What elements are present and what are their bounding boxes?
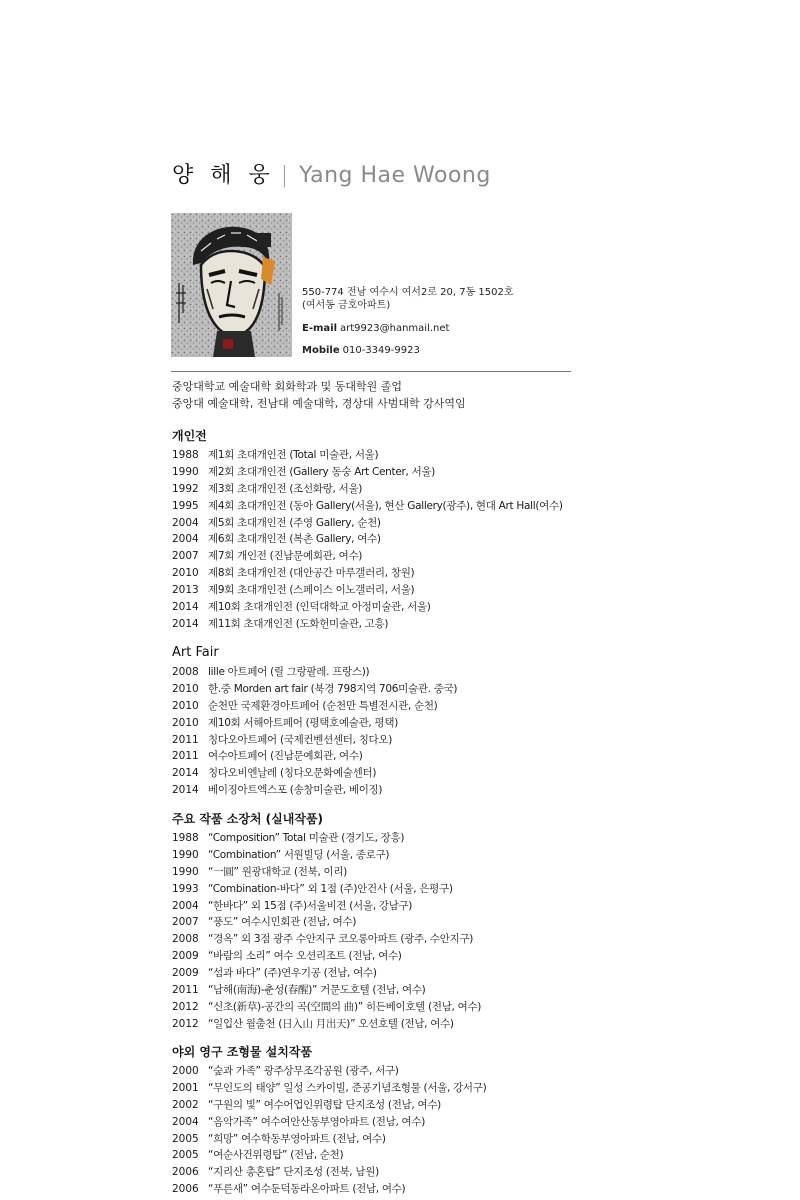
entry-text: 제8회 초대개인전 (대안공간 마루갤러리, 창원) (208, 567, 415, 580)
list-item (172, 1147, 486, 1164)
entry-year: 2007 (172, 916, 199, 929)
entry-text: 여수아트페어 (진남문예회관, 여수) (208, 750, 363, 763)
entry-text: “음악가족” 여수여안산동부영아파트 (전남, 여수) (208, 1115, 426, 1128)
list-item (172, 898, 481, 915)
entry-text: lille 아트페어 (릴 그랑팔레. 프랑스)) (208, 666, 370, 678)
list-item (172, 1063, 486, 1080)
entry-year: 2009 (172, 967, 199, 980)
entry-text: 제5회 초대개인전 (주영 Gallery, 순천) (208, 516, 381, 529)
entry-year: 2008 (172, 666, 199, 678)
entry-year: 1992 (172, 482, 199, 495)
entry-text: 제1회 초대개인전 (Total 미술관, 서울) (208, 449, 379, 461)
entry-year: 1990 (172, 848, 199, 861)
list-item (172, 1181, 486, 1198)
outdoor-works-section (172, 1043, 486, 1198)
entry-text: “일입산 월출천 (日入山 月出天)” 오션호텔 (전남, 여수) (208, 1017, 454, 1030)
entry-year: 2004 (172, 899, 199, 912)
list-item (172, 498, 563, 515)
entry-year: 1988 (172, 832, 199, 844)
entry-year: 2007 (172, 550, 199, 563)
entry-text: “남해(南海)-춘성(春醒)” 거문도호텔 (전남, 여수) (208, 984, 426, 997)
list-item (172, 664, 457, 681)
entry-text: “Combination” 서원빌딩 (서울, 종로구) (208, 848, 390, 861)
entry-text: 제6회 초대개인전 (복촌 Gallery, 여수) (208, 533, 381, 546)
entry-text: “무인도의 태양” 일성 스카이빌, 준공기념조형물 (서울, 강서구) (208, 1081, 487, 1094)
entry-text: “숲과 가족” 광주상무조각공원 (광주, 서구) (208, 1065, 399, 1077)
entry-year: 2014 (172, 617, 199, 630)
entry-year: 2006 (172, 1166, 199, 1179)
entry-text: 제9회 초대개인전 (스페이스 이노갤러리, 서울) (208, 584, 415, 597)
entry-text: 칭다오비엔날레 (칭다오문화예술센터) (208, 767, 377, 780)
entry-text: “Combination-바다” 외 1점 (주)안건사 (서울, 은평구) (208, 882, 453, 895)
section-title: Art Fair (172, 645, 219, 660)
list-item (172, 715, 457, 732)
entry-year: 1995 (172, 499, 199, 512)
entry-text: 제3회 초대개인전 (조선화랑, 서울) (208, 482, 363, 495)
name-english: Yang Hae Woong (299, 163, 491, 188)
entry-year: 2004 (172, 1115, 199, 1128)
entry-text: 제10회 초대개인전 (인덕대학교 아정미술관, 서울) (208, 601, 431, 614)
entry-year: 1990 (172, 865, 199, 878)
entry-year: 1993 (172, 882, 199, 895)
entry-list (172, 664, 457, 799)
divider (171, 371, 571, 372)
list-item (172, 765, 457, 782)
list-item (172, 782, 457, 799)
address-line-1: 550-774 전남 여수시 여서2로 20, 7동 1502호 (302, 287, 514, 298)
list-item (172, 864, 481, 881)
list-item (172, 447, 563, 464)
list-item (172, 948, 481, 965)
entry-year: 2008 (172, 933, 199, 946)
email-row (302, 322, 514, 335)
list-item (172, 847, 481, 864)
entry-text: 칭다오아트페어 (국제컨벤션센터, 칭다오) (208, 733, 393, 746)
list-item (172, 565, 563, 582)
entry-year: 2006 (172, 1183, 199, 1196)
list-item (172, 982, 481, 999)
entry-text: 순천만 국제환경아트페어 (순천만 특별전시관, 순천) (208, 699, 438, 712)
list-item (172, 732, 457, 749)
list-item (172, 1097, 486, 1114)
section-title: 주요 작품 소장처 (실내작품) (172, 812, 324, 826)
artist-portrait-image (171, 213, 292, 357)
entry-text: 제2회 초대개인전 (Gallery 동숭 Art Center, 서울) (208, 465, 436, 478)
education-line: 중앙대학교 예술대학 회화학과 및 동대학원 졸업 (172, 380, 403, 393)
entry-text: “여순사건위령탑” (전남, 순천) (208, 1149, 344, 1162)
entry-text: “지리산 총혼탑” 단지조성 (전북, 남원) (208, 1166, 379, 1179)
entry-text: 제7회 개인전 (진남문예회관, 여수) (208, 550, 363, 563)
contact-info (302, 286, 514, 357)
list-item (172, 681, 457, 698)
list-item (172, 1016, 481, 1033)
entry-list (172, 1063, 486, 1198)
entry-text: “바람의 소리” 여수 오션리조트 (전남, 여수) (208, 950, 402, 963)
entry-year: 2012 (172, 1000, 199, 1013)
list-item (172, 464, 563, 481)
entry-text: “풍도” 여수시민회관 (전남, 여수) (208, 916, 357, 929)
list-item (172, 965, 481, 982)
entry-year: 2010 (172, 699, 199, 712)
entry-year: 1988 (172, 449, 199, 461)
list-item (172, 582, 563, 599)
list-item (172, 1164, 486, 1181)
entry-year: 2004 (172, 533, 199, 546)
entry-year: 2009 (172, 950, 199, 963)
mobile-value: 010-3349-9923 (342, 345, 420, 356)
list-item (172, 1080, 486, 1097)
list-item (172, 599, 563, 616)
email-label: E-mail (302, 323, 338, 334)
entry-year: 2011 (172, 984, 199, 997)
entry-text: 베이징아트엑스포 (송창미술관, 베이징) (208, 784, 383, 797)
list-item (172, 481, 563, 498)
entry-text: “섬과 바다” (주)연우기공 (전남, 여수) (208, 967, 377, 980)
entry-text: “Composition” Total 미술관 (경기도, 장흥) (208, 832, 405, 844)
list-item (172, 999, 481, 1016)
entry-text: “신초(新草)-공간의 곡(空間의 曲)” 히든베이호텔 (전남, 여수) (208, 1000, 482, 1013)
entry-year: 2002 (172, 1098, 199, 1111)
list-item (172, 1114, 486, 1131)
entry-text: 제4회 초대개인전 (동아 Gallery(서울), 현산 Gallery(광주), 현대 Art Hall(여수) (208, 499, 563, 512)
entry-year: 2010 (172, 567, 199, 580)
entry-year: 2011 (172, 733, 199, 746)
entry-year: 2014 (172, 767, 199, 780)
email-value[interactable]: art9923@hanmail.net (340, 323, 450, 334)
list-item (172, 830, 481, 847)
entry-text: 한.중 Morden art fair (북경 798지역 706미술관. 중국) (208, 682, 458, 695)
section-title: 개인전 (172, 429, 207, 443)
list-item (172, 548, 563, 565)
entry-year: 2005 (172, 1149, 199, 1162)
entry-text: “한바다” 외 15점 (주)서울비젼 (서울, 강남구) (208, 899, 413, 912)
entry-year: 2011 (172, 750, 199, 763)
entry-year: 2000 (172, 1065, 199, 1077)
education (172, 378, 466, 412)
name-separator: | (280, 163, 290, 188)
entry-year: 2012 (172, 1017, 199, 1030)
entry-text: “구원의 빛” 여수어업인위령탑 단지조성 (전남, 여수) (208, 1098, 441, 1111)
mobile-label: Mobile (302, 345, 340, 356)
entry-text: “一圓” 원광대학교 (전북, 이리) (208, 865, 348, 878)
entry-year: 2010 (172, 716, 199, 729)
list-item (172, 698, 457, 715)
entry-text: 제11회 초대개인전 (도화헌미술관, 고흥) (208, 617, 389, 630)
entry-year: 2004 (172, 516, 199, 529)
list-item (172, 616, 563, 633)
entry-year: 2010 (172, 682, 199, 695)
entry-text: 제10회 서해아트페어 (평택호예술관, 평택) (208, 716, 398, 729)
address-line-2: (여서동 금호아파트) (302, 300, 391, 311)
collections-section (172, 810, 481, 1033)
entry-year: 2014 (172, 784, 199, 797)
list-item (172, 1131, 486, 1148)
entry-year: 2005 (172, 1132, 199, 1145)
entry-year: 1990 (172, 465, 199, 478)
section-title: 야외 영구 조형물 설치작품 (172, 1045, 313, 1059)
name-korean: 양 해 웅 (172, 163, 275, 188)
entry-year: 2001 (172, 1081, 199, 1094)
list-item (172, 748, 457, 765)
list-item (172, 931, 481, 948)
entry-list (172, 447, 563, 633)
entry-list (172, 830, 481, 1033)
entry-text: “희망” 여수학동부영아파트 (전남, 여수) (208, 1132, 386, 1145)
entry-text: “경옥” 외 3점 광주 수안지구 코오롱아파트 (광주, 수안지구) (208, 933, 474, 946)
education-line: 중앙대 예술대학, 전남대 예술대학, 경상대 사범대학 강사역임 (172, 397, 466, 410)
list-item (172, 515, 563, 532)
solo-exhibitions-section (172, 427, 563, 633)
art-fair-section (172, 644, 457, 799)
list-item (172, 914, 481, 931)
entry-year: 2013 (172, 584, 199, 597)
list-item (172, 531, 563, 548)
entry-text: “푸른새” 여수둔덕동라온아파트 (전남, 여수) (208, 1183, 406, 1196)
list-item (172, 881, 481, 898)
entry-year: 2014 (172, 601, 199, 614)
mobile-row (302, 344, 514, 357)
artist-name (172, 158, 491, 189)
